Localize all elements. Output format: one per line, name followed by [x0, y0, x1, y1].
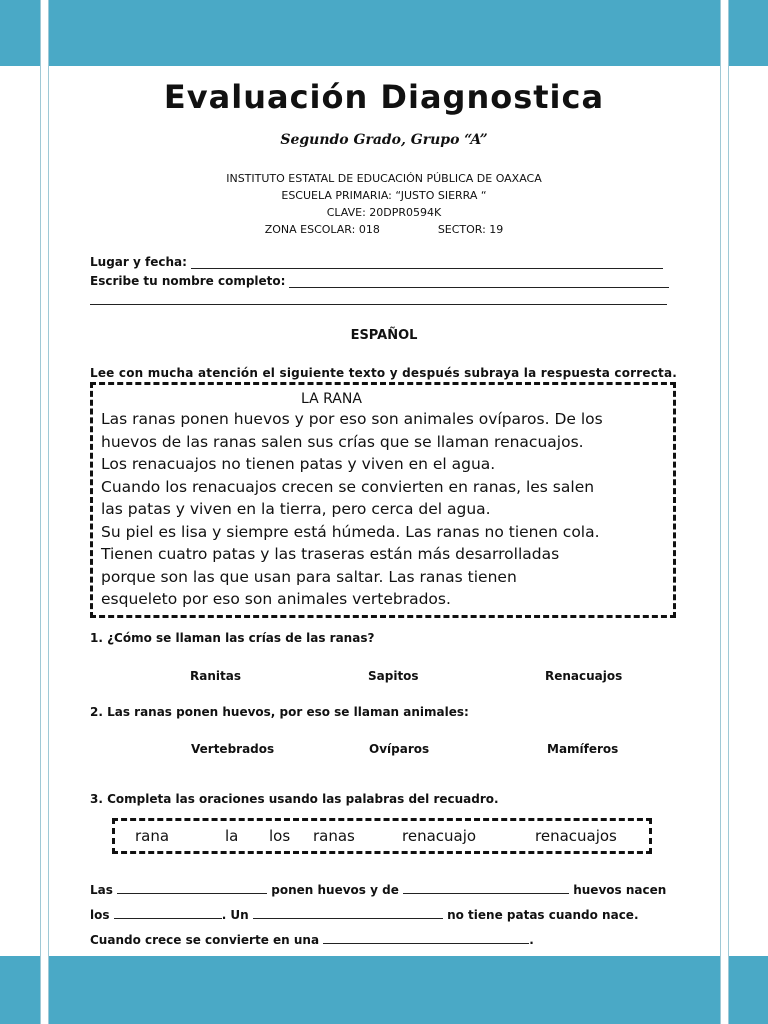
answer-option[interactable]: Ovíparos	[369, 742, 430, 756]
school-zone: ZONA ESCOLAR: 018	[264, 223, 380, 236]
page-title: Evaluación Diagnostica	[163, 78, 605, 116]
school-name: ESCUELA PRIMARIA: “JUSTO SIERRA “	[281, 189, 487, 202]
fill-blank[interactable]	[253, 907, 443, 919]
frame-line	[720, 0, 721, 1024]
question-3: 3. Completa las oraciones usando las palabras del recuadro.	[90, 792, 499, 806]
section-heading: ESPAÑOL	[350, 328, 418, 343]
answer-line[interactable]	[90, 304, 667, 305]
page-subtitle: Segundo Grado, Grupo “A”	[280, 132, 488, 148]
word-bank-item: la	[225, 827, 239, 845]
reading-line: Tienen cuatro patas y las traseras están más desarrolladas	[101, 545, 560, 563]
word-bank-box	[112, 818, 652, 854]
answer-option[interactable]: Vertebrados	[191, 742, 275, 756]
frame-gap	[720, 0, 728, 66]
frame-gap	[40, 0, 48, 66]
name-label: Escribe tu nombre completo:	[90, 274, 286, 288]
reading-line: esqueleto por eso son animales vertebrados.	[101, 590, 451, 608]
frame-gap	[40, 956, 48, 1024]
fill-in-sentence	[90, 907, 680, 922]
answer-line[interactable]	[191, 256, 663, 269]
sentence-text: los	[90, 908, 110, 922]
worksheet-page	[48, 66, 720, 956]
school-sector: SECTOR: 19	[437, 223, 504, 236]
sentence-text: . Un	[221, 908, 249, 922]
answer-option[interactable]: Sapitos	[368, 669, 419, 683]
reading-instruction: Lee con mucha atención el siguiente texto y después subraya la respuesta correcta.	[90, 366, 678, 380]
reading-line: las patas y viven en la tierra, pero cerca del agua.	[101, 500, 491, 518]
sentence-text: .	[529, 933, 534, 947]
fill-blank[interactable]	[117, 882, 267, 894]
bottom-frame-band	[0, 956, 768, 1024]
fill-in-sentence	[90, 882, 680, 897]
fill-blank[interactable]	[114, 907, 222, 919]
word-bank-item: renacuajo	[402, 827, 477, 845]
answer-option[interactable]: Mamíferos	[547, 742, 619, 756]
question-2: 2. Las ranas ponen huevos, por eso se llaman animales:	[90, 705, 469, 719]
sentence-text: no tiene patas cuando nace.	[447, 908, 639, 922]
fill-in-sentence	[90, 932, 680, 947]
place-date-label: Lugar y fecha:	[90, 255, 187, 269]
sentence-text: Las	[90, 883, 113, 897]
reading-line: huevos de las ranas salen sus crías que se llaman renacuajos.	[101, 432, 584, 451]
institution-name: INSTITUTO ESTATAL DE EDUCACIÓN PÚBLICA DE OAXACA	[226, 172, 542, 185]
zone-sector-row	[48, 223, 720, 236]
word-bank-item: rana	[135, 827, 170, 845]
word-bank-item: ranas	[313, 827, 355, 845]
frame-line	[40, 0, 41, 1024]
fill-blank[interactable]	[403, 882, 569, 894]
school-key: CLAVE: 20DPR0594K	[326, 206, 442, 219]
word-bank-item: los	[269, 827, 291, 845]
frame-gap	[720, 956, 728, 1024]
sentence-text: huevos nacen	[573, 883, 667, 897]
sentence-text: Cuando crece se convierte en una	[90, 933, 320, 947]
answer-option[interactable]: Renacuajos	[545, 669, 623, 683]
fill-blank[interactable]	[323, 932, 529, 944]
top-frame-band	[0, 0, 768, 66]
reading-title: LA RANA	[301, 391, 362, 407]
reading-line: Los renacuajos no tienen patas y viven en el agua.	[101, 455, 496, 473]
reading-passage-box	[90, 382, 676, 618]
reading-line: Su piel es lisa y siempre está húmeda. Las ranas no tienen cola.	[101, 522, 600, 541]
question-1: 1. ¿Cómo se llaman las crías de las ranas?	[90, 631, 375, 645]
reading-line: Cuando los renacuajos crecen se convierten en ranas, les salen	[101, 477, 595, 496]
sentence-text: ponen huevos y de	[271, 883, 399, 897]
answer-option[interactable]: Ranitas	[190, 669, 241, 683]
reading-line: porque son las que usan para saltar. Las ranas tienen	[101, 567, 517, 586]
reading-line: Las ranas ponen huevos y por eso son animales ovíparos. De los	[101, 410, 603, 428]
word-bank-item: renacuajos	[535, 827, 617, 845]
answer-line[interactable]	[289, 275, 669, 288]
name-field[interactable]	[90, 274, 669, 288]
place-date-field[interactable]	[90, 255, 663, 269]
frame-line	[728, 0, 729, 1024]
